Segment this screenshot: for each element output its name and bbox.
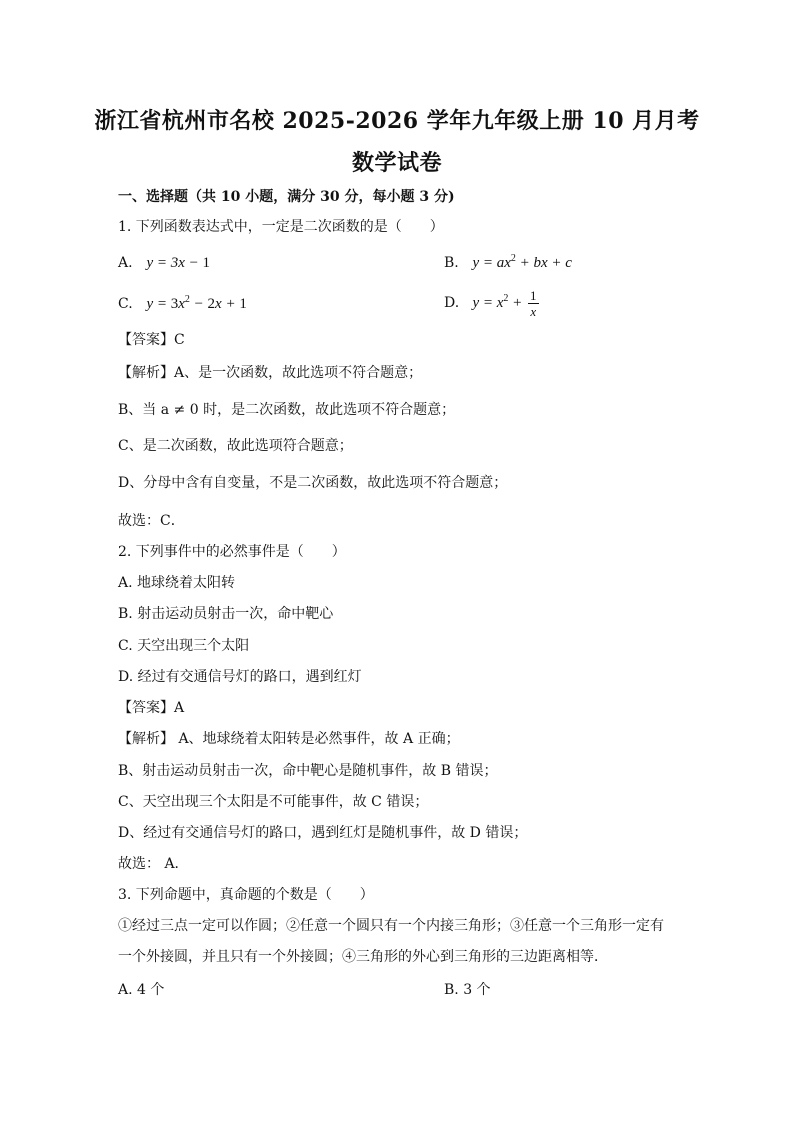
q2-option-b: B. 射击运动员射击一次，命中靶心 <box>118 606 334 622</box>
option-label: C. <box>118 296 133 312</box>
option-label: B. <box>444 982 459 998</box>
option-text: 3 个 <box>463 982 491 998</box>
option-label: A. <box>118 255 133 271</box>
option-expr: $y = ax^2$ + bx + c <box>472 253 572 271</box>
q1-conclusion: 故选：C． <box>118 513 185 529</box>
q1-analysis-4: D、分母中含有自变量，不是二次函数，故此选项不符合题意； <box>118 475 508 491</box>
q2-stem: 2. 下列事件中的必然事件是（ ） <box>118 544 346 560</box>
q1-option-b <box>444 254 572 272</box>
q1-analysis-2: B、当 a ≠ 0 时，是二次函数，故此选项不符合题意； <box>118 402 456 418</box>
q2-conclusion: 故选： A． <box>118 856 189 872</box>
q2-analysis-4: D、经过有交通信号灯的路口，遇到红灯是随机事件，故 D 错误； <box>118 825 528 841</box>
q2-answer: 【答案】A <box>118 700 185 716</box>
q3-body-2: 一个外接圆，并且只有一个外接圆；④三角形的外心到三角形的三边距离相等． <box>118 949 608 965</box>
exam-title: 浙江省杭州市名校 2025-2026 学年九年级上册 10 月月考 <box>94 108 700 134</box>
option-label: D. <box>444 295 460 311</box>
q1-stem: 1. 下列函数表达式中，一定是二次函数的是（ ） <box>118 219 444 235</box>
option-text: 4 个 <box>137 982 165 998</box>
q2-analysis-3: C、天空出现三个太阳是不可能事件，故 C 错误； <box>118 794 429 810</box>
q1-option-c <box>118 295 247 313</box>
q2-option-a: A. 地球绕着太阳转 <box>118 575 236 591</box>
option-expr: $y = 3x^2 - 2x + 1$ <box>146 294 247 312</box>
q2-option-c: C. 天空出现三个太阳 <box>118 638 250 654</box>
q1-answer: 【答案】C <box>118 332 185 348</box>
q1-option-a <box>118 254 210 272</box>
q3-body-1: ①经过三点一定可以作圆；②任意一个圆只有一个内接三角形；③任意一个三角形一定有 <box>118 918 664 934</box>
section-heading: 一、选择题（共 10 小题，满分 30 分，每小题 3 分) <box>118 189 455 205</box>
q2-option-d: D. 经过有交通信号灯的路口，遇到红灯 <box>118 669 362 685</box>
q2-analysis-1: 【解析】 A、地球绕着太阳转是必然事件，故 A 正确； <box>118 731 460 747</box>
q3-option-a <box>118 981 164 999</box>
option-label: A. <box>118 982 133 998</box>
option-expr: $y = x^2$ + $\frac{1}{x}$ <box>472 288 537 320</box>
q1-analysis-3: C、是二次函数，故此选项符合题意； <box>118 438 353 454</box>
q3-stem: 3. 下列命题中，真命题的个数是（ ） <box>118 887 374 903</box>
option-expr: y = 3x − 1 <box>146 255 211 271</box>
q1-analysis-1: 【解析】A、是一次函数，故此选项不符合题意； <box>118 365 423 381</box>
option-label: B. <box>444 255 459 271</box>
q2-analysis-2: B、射击运动员射击一次，命中靶心是随机事件，故 B 错误； <box>118 763 498 779</box>
exam-subtitle: 数学试卷 <box>351 150 442 176</box>
q1-option-d <box>444 286 539 320</box>
q3-option-b <box>444 981 491 999</box>
